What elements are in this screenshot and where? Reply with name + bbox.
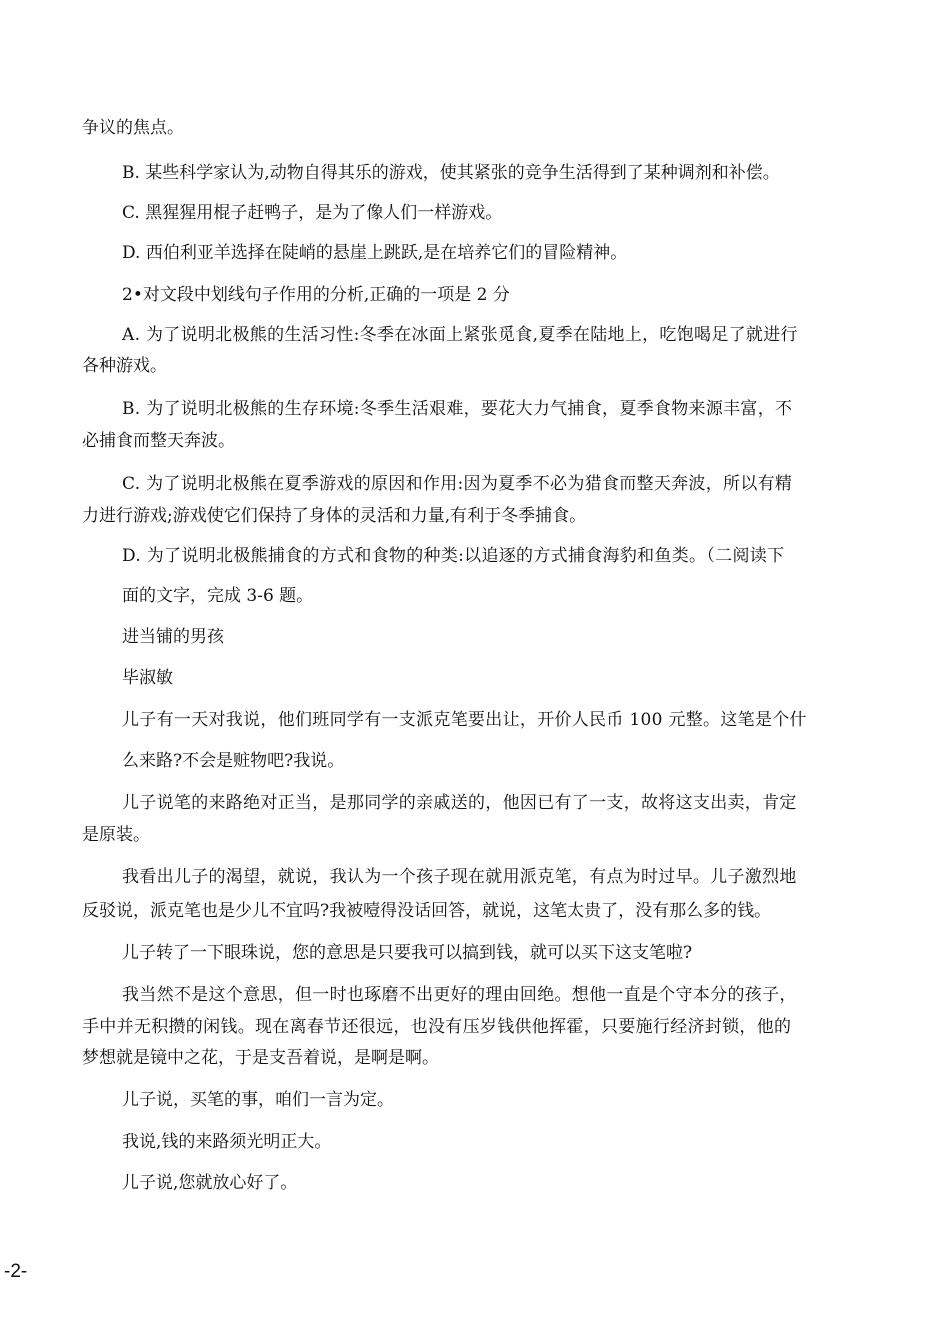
option-d-line: D. 西伯利亚羊选择在陡峭的悬崖上跳跃,是在培养它们的冒险精神。	[122, 243, 628, 263]
paragraph-line-cont: 是原装。	[82, 825, 150, 845]
paragraph-line: 儿子转了一下眼珠说，您的意思是只要我可以搞到钱，就可以买下这支笔啦?	[122, 943, 693, 963]
option-a-line: A. 为了说明北极熊的生活习性:冬季在冰面上紧张觅食,夏季在陆地上，吃饱喝足了就进行	[122, 325, 798, 345]
paragraph-line: 我当然不是这个意思，但一时也琢磨不出更好的理由回绝。想他一直是个守本分的孩子，	[122, 985, 797, 1005]
paragraph-line: 么来路?不会是赃物吧?我说。	[122, 751, 345, 771]
text-line: 争议的焦点。	[82, 118, 184, 138]
paragraph-line: 我说,钱的来路须光明正大。	[122, 1132, 332, 1152]
paragraph-line-cont: 反驳说，派克笔也是少儿不宜吗?我被噎得没话回答，就说，这笔太贵了，没有那么多的钱。	[82, 901, 772, 921]
article-author: 毕淑敏	[122, 668, 173, 688]
paragraph-line: 我看出儿子的渴望，就说，我认为一个孩子现在就用派克笔，有点为时过早。儿子激烈地	[122, 867, 797, 887]
paragraph-line: 儿子有一天对我说，他们班同学有一支派克笔要出让，开价人民币 100 元整。这笔是个什	[122, 710, 807, 730]
option-d-line: D. 为了说明北极熊捕食的方式和食物的种类:以追逐的方式捕食海豹和鱼类。（二阅读下	[122, 546, 785, 566]
question-2-line: 2•对文段中划线句子作用的分析,正确的一项是 2 分	[122, 285, 510, 305]
option-c-line: C. 黑猩猩用棍子赶鸭子，是为了像人们一样游戏。	[122, 203, 503, 223]
section-instruction-line: 面的文字，完成 3-6 题。	[122, 586, 314, 606]
article-title: 进当铺的男孩	[122, 627, 224, 647]
option-b-line: B. 为了说明北极熊的生存环境:冬季生活艰难，要花大力气捕食，夏季食物来源丰富，不	[122, 399, 793, 419]
option-a-line-cont: 各种游戏。	[82, 356, 167, 376]
option-c-line: C. 为了说明北极熊在夏季游戏的原因和作用:因为夏季不必为猎食而整天奔波，所以有精	[122, 474, 793, 494]
option-b-line: B. 某些科学家认为,动物自得其乐的游戏，使其紧张的竞争生活得到了某种调剂和补偿。	[122, 163, 780, 183]
paragraph-line-cont: 梦想就是镜中之花，于是支吾着说，是啊是啊。	[82, 1048, 439, 1068]
paragraph-line-cont: 手中并无积攒的闲钱。现在离春节还很远，也没有压岁钱供他挥霍，只要施行经济封锁，他的	[82, 1017, 792, 1037]
page-number: -2-	[4, 1261, 28, 1282]
paragraph-line: 儿子说,您就放心好了。	[122, 1173, 298, 1193]
paragraph-line: 儿子说，买笔的事，咱们一言为定。	[122, 1090, 394, 1110]
option-c-line-cont: 力进行游戏;游戏使它们保持了身体的灵活和力量,有利于冬季捕食。	[82, 506, 587, 526]
option-b-line-cont: 必捕食而整天奔波。	[82, 431, 235, 451]
paragraph-line: 儿子说笔的来路绝对正当，是那同学的亲戚送的，他因已有了一支，故将这支出卖，肯定	[122, 793, 797, 813]
